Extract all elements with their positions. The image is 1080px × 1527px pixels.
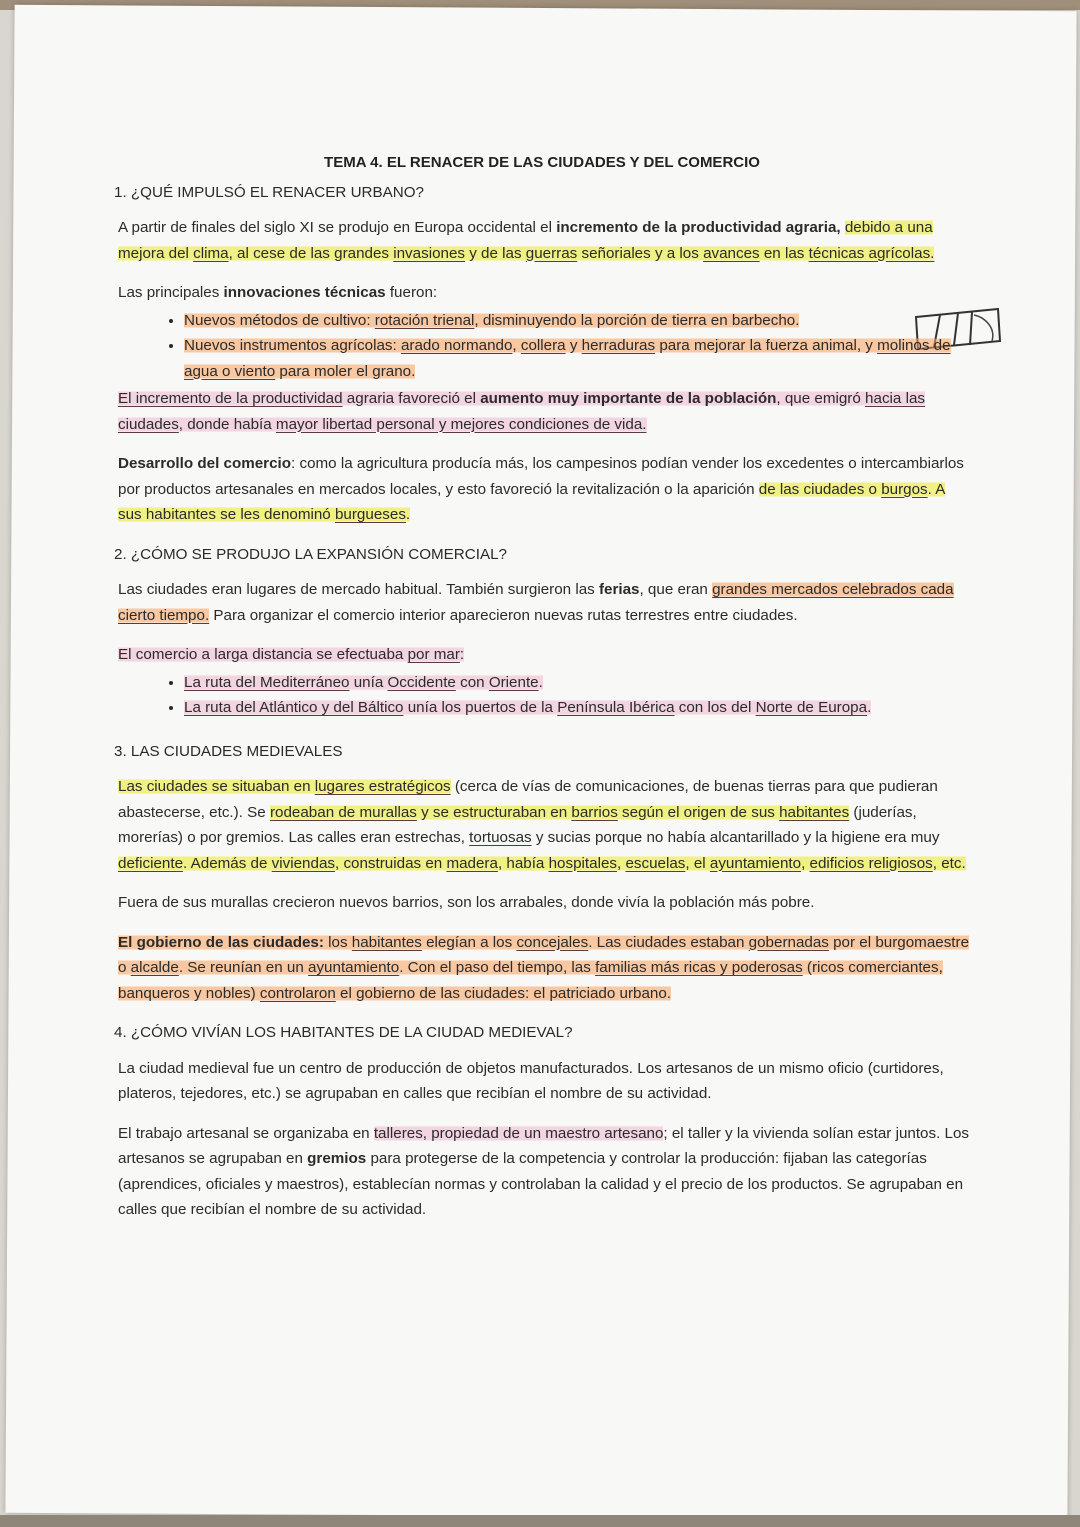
text-run-underlined: deficiente (118, 854, 184, 872)
section-1-paragraph-4 (118, 451, 972, 528)
text-run: , construidas en (335, 854, 447, 872)
text-run: , (617, 854, 626, 872)
text-run: para protegerse de la competencia y controlar la producción: fijaban las categorías (aprendices, oficiales y maestros), establecían normas y controlaban la calidad y el precio de los productos. Se agrupaban en calles que recibían el nombre de su actividad. (118, 1150, 964, 1218)
text-run-underlined: familias más ricas y poderosas (595, 959, 803, 976)
text-run: Para organizar el comercio interior aparecieron nuevas rutas terrestres entre ciudades. (209, 606, 798, 624)
trade-routes-list (112, 670, 972, 721)
text-run-underlined: La ruta del Mediterráneo (184, 673, 350, 691)
text-run: El trabajo artesanal se organizaba en (118, 1124, 374, 1142)
text-run: unía los puertos de la (403, 699, 558, 716)
text-run: . (538, 673, 543, 691)
text-run: los (323, 933, 352, 951)
text-run-underlined: El incremento de la productividad (118, 390, 343, 407)
text-run-bold: gremios (307, 1150, 367, 1167)
text-run: . Las ciudades estaban (588, 933, 749, 951)
list-item (184, 695, 972, 721)
text-run: A partir de finales del siglo XI se produjo en Europa occidental el (118, 219, 557, 236)
text-run-underlined: ayuntamiento (709, 854, 802, 872)
text-run: , que emigró (776, 390, 866, 407)
text-run-underlined: hospitales (548, 854, 617, 872)
text-run: Las ciudades se situaban en (118, 778, 315, 795)
text-run-underlined: collera (520, 337, 566, 354)
section-4-paragraph-1: La ciudad medieval fue un centro de producción de objetos manufacturados. Los artesanos de un mismo oficio (curtidores, plateros, tejedores, etc.) se agrupaban en calles que recibían el nombre de su actividad. (118, 1059, 944, 1102)
page-title: TEMA 4. EL RENACER DE LAS CIUDADES Y DEL COMERCIO (324, 154, 760, 171)
list-item (184, 333, 972, 384)
text-run-underlined: controlaron (259, 984, 336, 1002)
text-run: y de las (465, 244, 526, 262)
text-run: según el origen de sus (617, 803, 780, 821)
text-run-underlined: gobernadas (748, 933, 829, 951)
text-run: agraria favoreció el (342, 390, 481, 407)
text-run: . (867, 699, 872, 716)
text-run-underlined: molinos de agua o viento (184, 337, 951, 380)
text-run-bold: Desarrollo del comercio (118, 455, 292, 472)
text-run: . Además de (183, 854, 272, 872)
text-run: y sucias porque no había alcantarillado y la higiene era muy (531, 829, 940, 846)
text-run: . (405, 506, 411, 523)
text-run-underlined: herraduras (581, 337, 656, 354)
text-run-underlined: madera (446, 854, 498, 872)
text-run-underlined: ayuntamiento (308, 959, 400, 976)
text-run-underlined: por mar (407, 646, 460, 663)
text-run: , donde había (178, 415, 276, 433)
text-run: para mejorar la fuerza animal, y (655, 337, 878, 354)
text-run-underlined: hacia las ciudades (118, 390, 925, 433)
text-run: para moler el grano. (275, 362, 416, 380)
text-run: unía (349, 673, 388, 691)
text-run-bold: innovaciones técnicas (223, 284, 386, 301)
text-run: de las ciudades o (758, 480, 882, 498)
section-1-paragraph-2 (118, 280, 972, 306)
text-run-underlined: viviendas (271, 854, 335, 872)
text-run: Las ciudades eran lugares de mercado habitual. También surgieron las (118, 581, 599, 598)
text-run: El comercio a larga distancia se efectuaba (118, 646, 408, 663)
text-run-underlined: lugares estratégicos (314, 778, 451, 795)
text-run: : como la agricultura producía más, los campesinos podían vender los excedentes o intercambiarlos por productos artesanales en mercados locales, y esto favoreció la revitalización o la aparición (118, 455, 964, 498)
innovations-list (112, 308, 972, 385)
text-run-underlined: Norte de Europa (755, 699, 868, 716)
list-item (184, 308, 972, 334)
text-run: con los del (674, 699, 756, 716)
section-1-heading: 1. ¿QUÉ IMPULSÓ EL RENACER URBANO? (114, 183, 425, 201)
section-4-paragraph-2 (118, 1121, 972, 1223)
section-3-paragraph-1 (118, 774, 972, 876)
text-run-underlined: barrios (571, 803, 618, 821)
document-body (112, 150, 972, 1237)
section-2-heading: 2. ¿CÓMO SE PRODUJO LA EXPANSIÓN COMERCIAL? (114, 545, 507, 563)
text-run-underlined: concejales (516, 933, 589, 951)
text-run: señoriales y a los (577, 244, 704, 262)
text-run: Las principales (118, 284, 224, 301)
text-run-underlined: edificios religiosos (809, 854, 933, 872)
text-run-highlighted: talleres, propiedad de un maestro artesano (373, 1124, 664, 1142)
text-run: en las (759, 244, 809, 262)
text-run-underlined: escuelas (625, 854, 686, 872)
text-run: con (455, 673, 489, 691)
section-3-paragraph-2: Fuera de sus murallas crecieron nuevos barrios, son los arrabales, donde vivía la población más pobre. (118, 894, 815, 911)
text-run: , que eran (639, 581, 713, 598)
list-item (184, 670, 972, 696)
text-run-underlined: guerras (525, 244, 578, 262)
text-run-underlined: técnicas agrícolas. (808, 244, 935, 262)
text-run: Nuevos instrumentos agrícolas: (184, 337, 401, 354)
text-run: por el burgomaestre o (118, 933, 970, 976)
text-run: , al cese de las grandes (228, 244, 394, 262)
text-run-underlined: burgueses (334, 506, 406, 523)
text-run: (ricos comerciantes, banqueros y nobles) (118, 959, 943, 1002)
text-run: , el (685, 854, 710, 872)
text-run-underlined: Occidente (387, 673, 456, 691)
text-run-underlined: alcalde (130, 959, 179, 976)
section-4-heading: 4. ¿CÓMO VIVÍAN LOS HABITANTES DE LA CIUDAD MEDIEVAL? (114, 1024, 573, 1041)
text-run-bold: incremento de la productividad agraria, (556, 219, 841, 236)
text-run-underlined: clima (193, 244, 229, 262)
text-run: (cerca de vías de comunicaciones, de buenas tierras para que pudieran abastecerse, etc.). Se (118, 778, 938, 821)
text-run-underlined: habitantes (779, 803, 850, 821)
text-run: fueron: (385, 284, 438, 301)
text-run-underlined: invasiones (393, 244, 465, 262)
text-run: , (801, 854, 810, 872)
section-1-paragraph-1 (118, 215, 972, 266)
text-run: , disminuyendo la porción de tierra en barbecho. (474, 311, 800, 329)
text-run: , etc. (932, 854, 966, 872)
text-run-bold: aumento muy importante de la población (480, 390, 777, 407)
text-run-underlined: burgos (881, 480, 928, 498)
text-run-underlined: habitantes (351, 933, 422, 951)
section-3-paragraph-3 (118, 930, 972, 1007)
section-2-paragraph-2 (118, 642, 972, 668)
text-run: (juderías, morerías) o por gremios. Las calles eran estrechas, (118, 803, 917, 846)
text-run: debido a una mejora del (118, 219, 933, 262)
text-run: Nuevos métodos de cultivo: (184, 311, 375, 329)
text-run-bold: ferias (598, 581, 640, 598)
text-run-underlined: rodeaban de murallas (269, 803, 417, 821)
section-3-heading: 3. LAS CIUDADES MEDIEVALES (114, 742, 343, 760)
section-2-paragraph-1 (118, 577, 972, 628)
text-run-bold: El gobierno de las ciudades: (118, 933, 324, 951)
text-run-underlined: Península Ibérica (557, 699, 675, 716)
text-run: . A sus habitantes se les denominó (118, 480, 945, 523)
text-run: : (459, 646, 465, 663)
text-run-underlined: rotación trienal (374, 311, 475, 329)
text-run: elegían a los (421, 933, 517, 951)
text-run: . Con el paso del tiempo, las (399, 959, 596, 976)
text-run: y se estructuraban en (416, 803, 572, 821)
text-run-underlined: mayor libertad personal y mejores condiciones de vida. (275, 415, 647, 433)
text-run: y (565, 337, 582, 354)
text-run: , (512, 337, 521, 354)
text-run-underlined: arado normando (400, 337, 513, 354)
section-1-paragraph-3 (118, 386, 972, 437)
scan-bottom-edge (0, 1515, 1080, 1527)
text-run-highlighted: grandes mercados celebrados cada cierto tiempo. (118, 581, 954, 624)
text-run-underlined: avances (703, 244, 760, 262)
text-run: el gobierno de las ciudades: el patriciado urbano. (335, 984, 672, 1002)
text-run-underlined: Oriente (488, 673, 539, 691)
text-run: , había (497, 854, 549, 872)
text-run-underlined: tortuosas (469, 829, 532, 846)
text-run-underlined: La ruta del Atlántico y del Báltico (184, 699, 404, 716)
text-run: ; el taller y la vivienda solían estar juntos. Los artesanos se agrupaban en (118, 1124, 970, 1167)
text-run: . Se reunían en un (178, 959, 309, 976)
